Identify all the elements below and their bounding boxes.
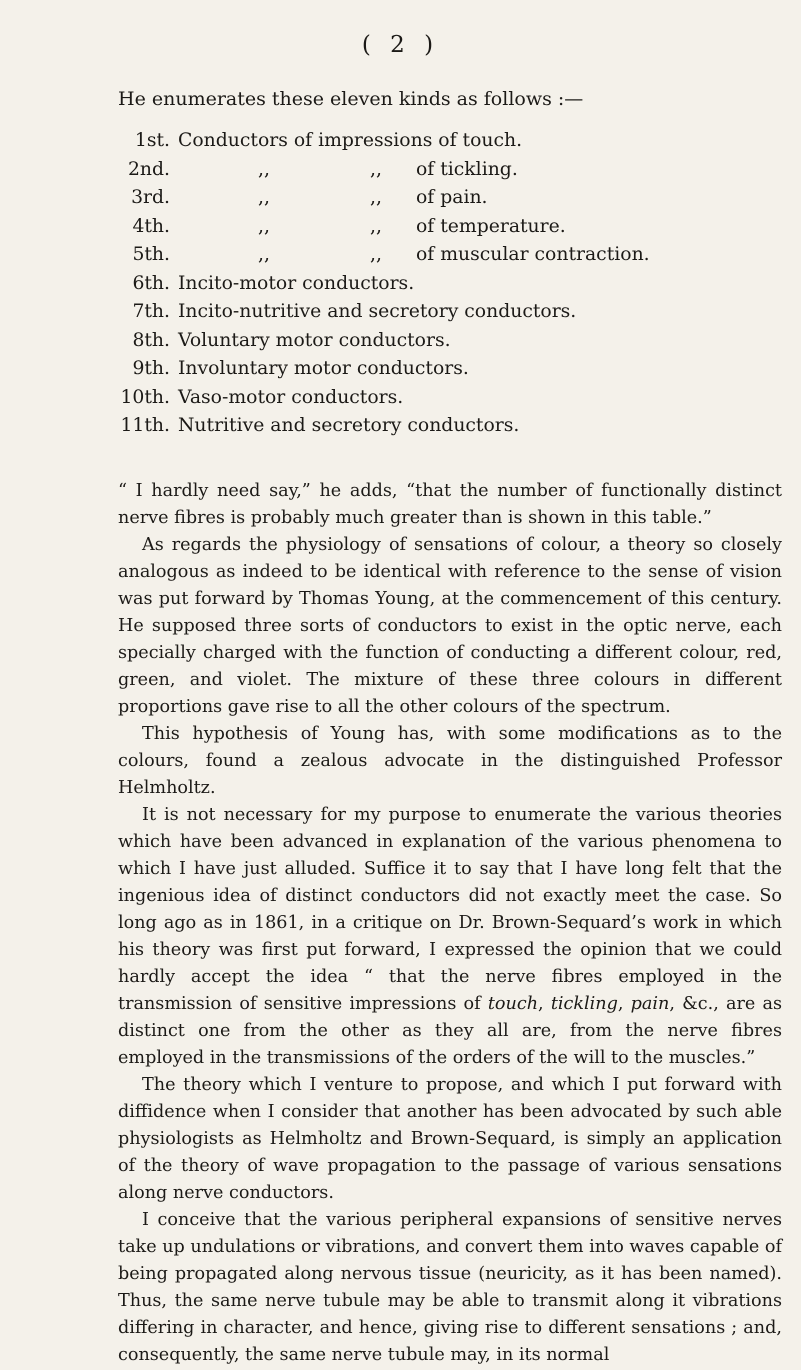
emphasis: pain (630, 994, 670, 1014)
list-item (118, 301, 758, 330)
list-text: Incito-nutritive and secretory conductors. (178, 301, 577, 322)
list-item (118, 358, 758, 387)
text-run: It is not necessary for my purpose to enumerate the various theories which have been advanced in explanation of the various phenomena to which I have just alluded. Suffice it to say that I have long felt that the ingenious idea of distinct conductors did not exactly meet the case. So long ago as in 1861, in a critique on Dr. Brown-Sequard’s work in which his theory was first put forward, I expressed the opinion that we could hardly accept the idea “ that the nerve fibres employed in the transmission of sensitive impressions of (118, 805, 782, 1014)
page-number: ( 2 ) (361, 32, 440, 58)
list-text: of pain. (416, 187, 488, 208)
list-text: Nutritive and secretory conductors. (178, 415, 520, 436)
ditto-mark: ,, (370, 244, 382, 265)
paragraph: This hypothesis of Young has, with some modifications as to the colours, found a zealous advocate in the distinguished Professor Helmholtz. (118, 724, 782, 798)
ditto-mark: ,, (258, 158, 270, 180)
text-run: , (538, 994, 551, 1014)
list-item (118, 130, 758, 159)
list-text: of tickling. (416, 158, 518, 180)
paragraph: The theory which I venture to propose, and which I put forward with diffidence when I consider that another has been advocated by such able physiologists as Helmholtz and Brown-Sequard, is simply an application of the theory of wave propagation to the passage of various sensations along nerve conductors. (118, 1075, 782, 1203)
paragraph: “ I hardly need say,” he adds, “that the number of functionally distinct nerve fibres is probably much greater than is shown in this table.” (118, 481, 782, 528)
list-number: 4th. (132, 215, 170, 237)
conductor-list (118, 130, 758, 444)
emphasis: tickling (550, 994, 618, 1014)
list-number: 3rd. (131, 187, 170, 208)
list-number: 10th. (120, 386, 170, 408)
list-item (118, 415, 758, 444)
list-text: Vaso-motor conductors. (178, 386, 404, 408)
list-item (118, 187, 758, 216)
paragraph: I conceive that the various peripheral expansions of sensitive nerves take up undulations or vibrations, and convert them into waves capable of being propagated along nervous tissue (neuricity, as it has been named). Thus, the same nerve tubule may be able to transmit along it vibrations differing in character, and hence, giving rise to different sensations ; and, consequently, the same nerve tubule may, in its normal (118, 1210, 782, 1365)
list-number: 1st. (134, 130, 170, 151)
list-number: 7th. (132, 301, 170, 322)
list-item (118, 159, 758, 188)
ditto-mark: ,, (258, 244, 270, 265)
text-run: , &c., are as distinct one from the other as they all are, from the nerve fibres employed in the transmissions of the orders of the will to the muscles.” (118, 994, 783, 1068)
list-text: Voluntary motor conductors. (178, 329, 451, 351)
list-text: of muscular contraction. (416, 244, 650, 265)
ditto-mark: ,, (370, 215, 382, 237)
list-item (118, 273, 758, 302)
list-number: 8th. (132, 329, 170, 351)
list-number: 9th. (132, 358, 170, 379)
text-run: , (617, 994, 631, 1014)
emphasis: touch (487, 994, 539, 1014)
list-item (118, 244, 758, 273)
paragraph (118, 802, 782, 1072)
list-number: 6th. (132, 272, 170, 294)
list-intro: He enumerates these eleven kinds as follows :— (118, 88, 584, 110)
ditto-mark: ,, (258, 187, 270, 208)
ditto-mark: ,, (370, 158, 382, 180)
paragraph: As regards the physiology of sensations of colour, a theory so closely analogous as indeed to be identical with reference to the sense of vision was put forward by Thomas Young, at the commencement of this century. He supposed three sorts of conductors to exist in the optic nerve, each specially charged with the function of conducting a different colour, red, green, and violet. The mixture of these three colours in different proportions gave rise to all the other colours of the spectrum. (118, 535, 782, 717)
ditto-mark: ,, (370, 187, 382, 208)
list-text: of temperature. (416, 215, 566, 237)
list-item (118, 330, 758, 359)
list-item (118, 216, 758, 245)
body-text (118, 478, 782, 1369)
list-text: Incito-motor conductors. (178, 272, 415, 294)
list-number: 11th. (120, 415, 170, 436)
list-text: Involuntary motor conductors. (178, 358, 469, 379)
ditto-mark: ,, (258, 215, 270, 237)
list-number: 5th. (132, 244, 170, 265)
list-text: Conductors of impressions of touch. (178, 130, 523, 151)
list-number: 2nd. (127, 158, 170, 180)
list-item (118, 387, 758, 416)
